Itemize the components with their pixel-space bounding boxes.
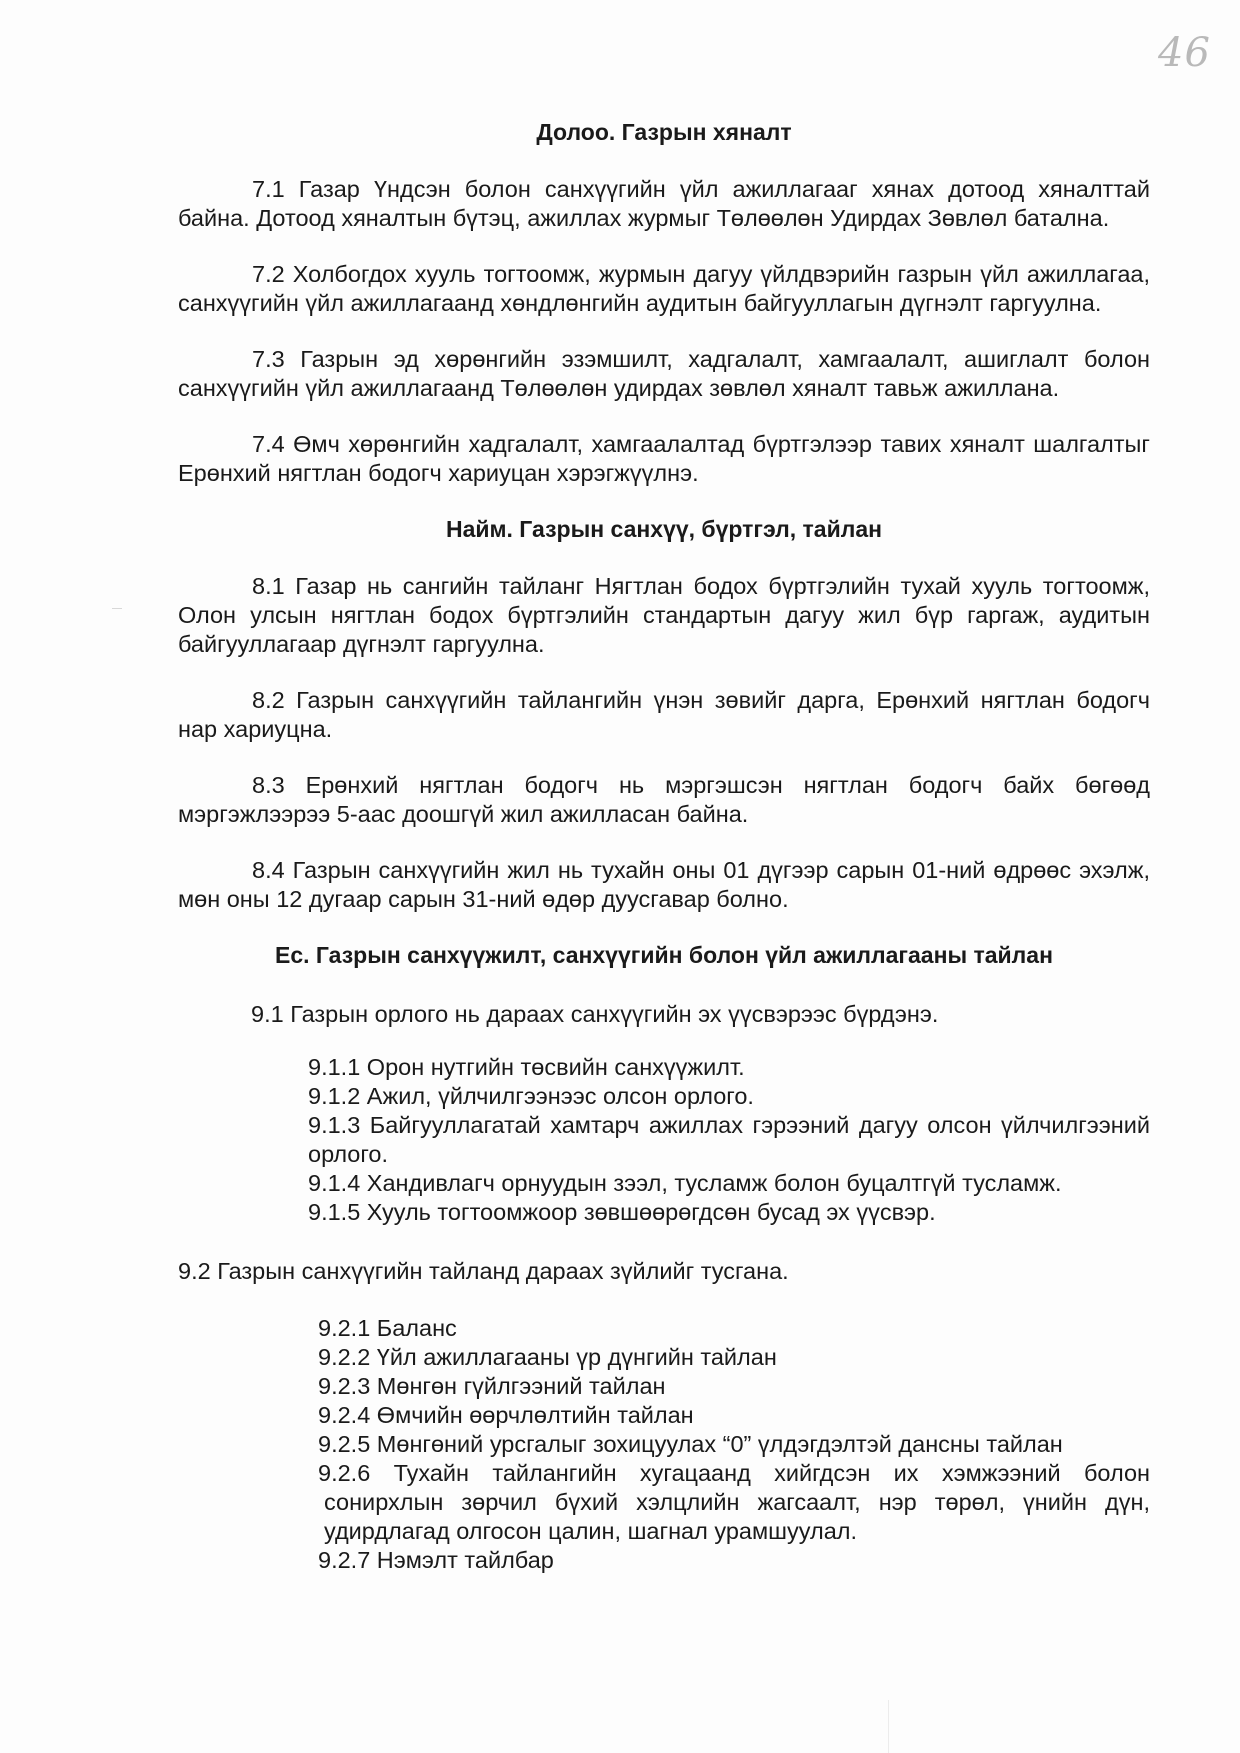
list-item-9-1-2: 9.1.2 Ажил, үйлчилгээнээс олсон орлого. — [308, 1083, 754, 1109]
list-item-9-2-7: 9.2.7 Нэмэлт тайлбар — [318, 1547, 554, 1573]
paragraph-9-2-intro: 9.2 Газрын санхүүгийн тайланд дараах зүйлийг тусгана. — [178, 1258, 789, 1284]
list-9-2 — [318, 1314, 1150, 1575]
list-item-9-2-5: 9.2.5 Мөнгөний урсгалыг зохицуулах “0” үлдэгдэлтэй дансны тайлан — [318, 1431, 1063, 1457]
list-item-9-1-4: 9.1.4 Хандивлагч орнуудын зээл, тусламж болон буцалтгүй тусламж. — [308, 1170, 1062, 1196]
section-8-heading: Найм. Газрын санхүү, бүртгэл, тайлан — [445, 516, 883, 542]
paragraph-9-1-intro: 9.1 Газрын орлого нь дараах санхүүгийн эх үүсвэрээс бүрдэнэ. — [251, 1001, 939, 1027]
paragraph-7-4: 7.4 Өмч хөрөнгийн хадгалалт, хамгаалалтад бүртгэлээр тавих хяналт шалгалтыг Ерөнхий нягтлан бодогч хариуцан хэрэгжүүлнэ. — [178, 431, 1150, 486]
handwritten-page-number: 46 — [1158, 30, 1211, 76]
document-body — [178, 118, 1150, 1575]
scan-artifact-line — [888, 1700, 889, 1753]
list-item-9-2-4: 9.2.4 Өмчийн өөрчлөлтийн тайлан — [318, 1402, 694, 1428]
list-item-9-1-1: 9.1.1 Орон нутгийн төсвийн санхүүжилт. — [308, 1054, 745, 1080]
scan-artifact-mark — [112, 608, 122, 609]
list-item-9-2-3: 9.2.3 Мөнгөн гүйлгээний тайлан — [318, 1373, 666, 1399]
section-9-heading: Ес. Газрын санхүүжилт, санхүүгийн болон үйл ажиллагааны тайлан — [275, 942, 1053, 968]
paragraph-7-3: 7.3 Газрын эд хөрөнгийн эзэмшилт, хадгалалт, хамгаалалт, ашиглалт болон санхүүгийн үйл ажиллагаанд Төлөөлөн удирдах зөвлөл хяналт тавьж ажиллана. — [178, 346, 1150, 401]
list-item-9-1-3: 9.1.3 Байгууллагатай хамтарч ажиллах гэрээний дагуу олсон үйлчилгээний орлого. — [308, 1112, 1150, 1167]
paragraph-8-3: 8.3 Ерөнхий нягтлан бодогч нь мэргэшсэн нягтлан бодогч байх бөгөөд мэргэжлээрээ 5-аас доошгүй жил ажилласан байна. — [178, 772, 1150, 827]
section-7-heading: Долоо. Газрын хяналт — [536, 119, 792, 145]
paragraph-8-1: 8.1 Газар нь сангийн тайланг Нягтлан бодох бүртгэлийн тухай хууль тогтоомж, Олон улсын нягтлан бодох бүртгэлийн стандартын дагуу жил бүр гаргаж, аудитын байгууллагаар дүгнэлт гаргуулна. — [178, 573, 1150, 657]
list-9-1 — [308, 1053, 1150, 1227]
list-item-9-2-6: 9.2.6 Тухайн тайлангийн хугацаанд хийгдсэн их хэмжээний болон сонирхлын зөрчил бүхий хэлцлийн жагсаалт, нэр төрөл, үнийн дүн, удирдлагад олгосон цалин, шагнал урамшуулал. — [318, 1460, 1150, 1544]
list-item-9-1-5: 9.1.5 Хууль тогтоомжоор зөвшөөрөгдсөн бусад эх үүсвэр. — [308, 1199, 936, 1225]
paragraph-8-4: 8.4 Газрын санхүүгийн жил нь тухайн оны 01 дүгээр сарын 01-ний өдрөөс эхэлж, мөн оны 12 дугаар сарын 31-ний өдөр дуусгавар болно. — [178, 857, 1150, 912]
list-item-9-2-2: 9.2.2 Үйл ажиллагааны үр дүнгийн тайлан — [318, 1344, 777, 1370]
list-item-9-2-1: 9.2.1 Баланс — [318, 1315, 457, 1341]
paragraph-8-2: 8.2 Газрын санхүүгийн тайлангийн үнэн зөвийг дарга, Ерөнхий нягтлан бодогч нар хариуцна. — [178, 687, 1150, 742]
paragraph-7-1: 7.1 Газар Үндсэн болон санхүүгийн үйл ажиллагааг хянах дотоод хяналттай байна. Дотоод хяналтын бүтэц, ажиллах журмыг Төлөөлөн Удирдах Зөвлөл батална. — [178, 176, 1150, 231]
paragraph-7-2: 7.2 Холбогдох хууль тогтоомж, журмын дагуу үйлдвэрийн газрын үйл ажиллагаа, санхүүгийн үйл ажиллагаанд хөндлөнгийн аудитын байгууллагын дүгнэлт гаргуулна. — [178, 261, 1150, 316]
